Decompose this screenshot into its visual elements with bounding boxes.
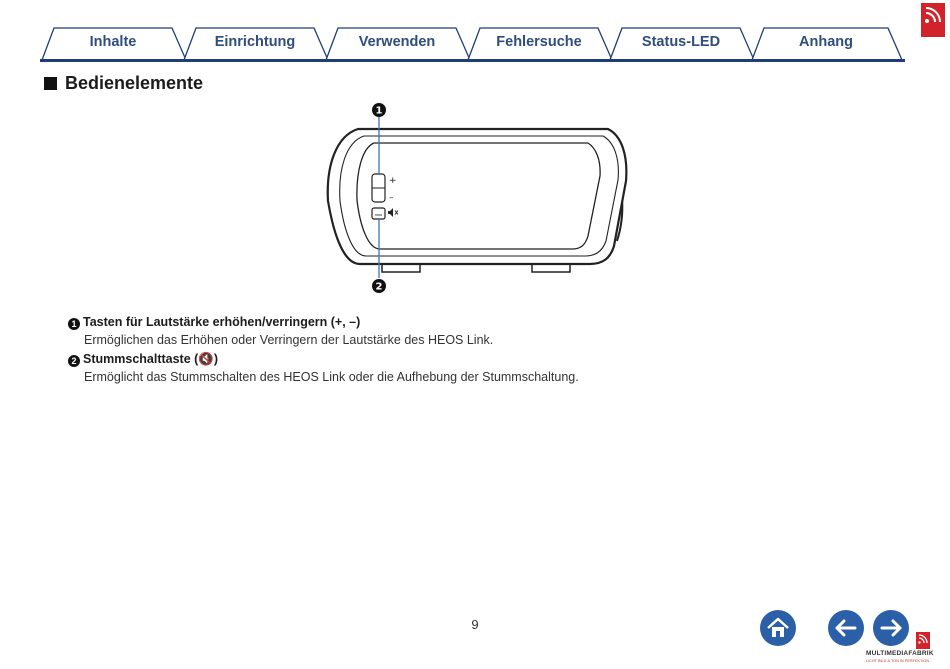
square-bullet-icon: [44, 77, 57, 90]
tab-anhang[interactable]: Anhang: [799, 34, 853, 50]
callout-number-2: 2: [375, 281, 383, 293]
item-heading-1: Tasten für Lautstärke erhöhen/verringern (+, –): [83, 315, 361, 329]
tab-verwenden[interactable]: Verwenden: [358, 34, 436, 50]
description-item-1: [68, 313, 493, 349]
section-title: Bedienelemente: [65, 72, 204, 93]
item-number-1: 1: [68, 318, 80, 330]
minus-label: –: [389, 193, 394, 203]
plus-label: +: [389, 176, 397, 186]
tab-bar: [40, 26, 905, 62]
tab-fehlersuche[interactable]: Fehlersuche: [496, 34, 582, 50]
home-button[interactable]: [759, 609, 797, 647]
brand-name: MULTIMEDIAFABRIK: [866, 650, 934, 657]
item-text-2: Ermöglicht das Stummschalten des HEOS Link oder die Aufhebung der Stummschaltung.: [84, 370, 579, 384]
page-number: 9: [471, 617, 479, 632]
item-text-1: Ermöglichen das Erhöhen oder Verringern der Lautstärke des HEOS Link.: [84, 333, 494, 347]
brand-mark-icon: [916, 632, 930, 649]
mute-button: [372, 208, 385, 219]
section-heading: [44, 72, 203, 94]
item-number-2: 2: [68, 355, 80, 367]
item-heading-2: Stummschalttaste (🔇): [83, 352, 219, 366]
tab-status-led[interactable]: Status-LED: [641, 34, 721, 50]
device-illustration: [320, 96, 640, 301]
description-item-2: [68, 350, 579, 386]
arrow-left-icon: [827, 609, 865, 647]
brand-footer: [862, 630, 946, 666]
brand-logo-icon: [921, 3, 945, 37]
brand-tagline: LICHT BILD & TON IN PERFEKTION: [866, 659, 930, 663]
callout-number-1: 1: [375, 105, 383, 117]
home-icon: [759, 609, 797, 647]
previous-page-button[interactable]: [827, 609, 865, 647]
tab-einrichtung[interactable]: Einrichtung: [214, 34, 296, 50]
tab-inhalte[interactable]: Inhalte: [89, 34, 137, 50]
